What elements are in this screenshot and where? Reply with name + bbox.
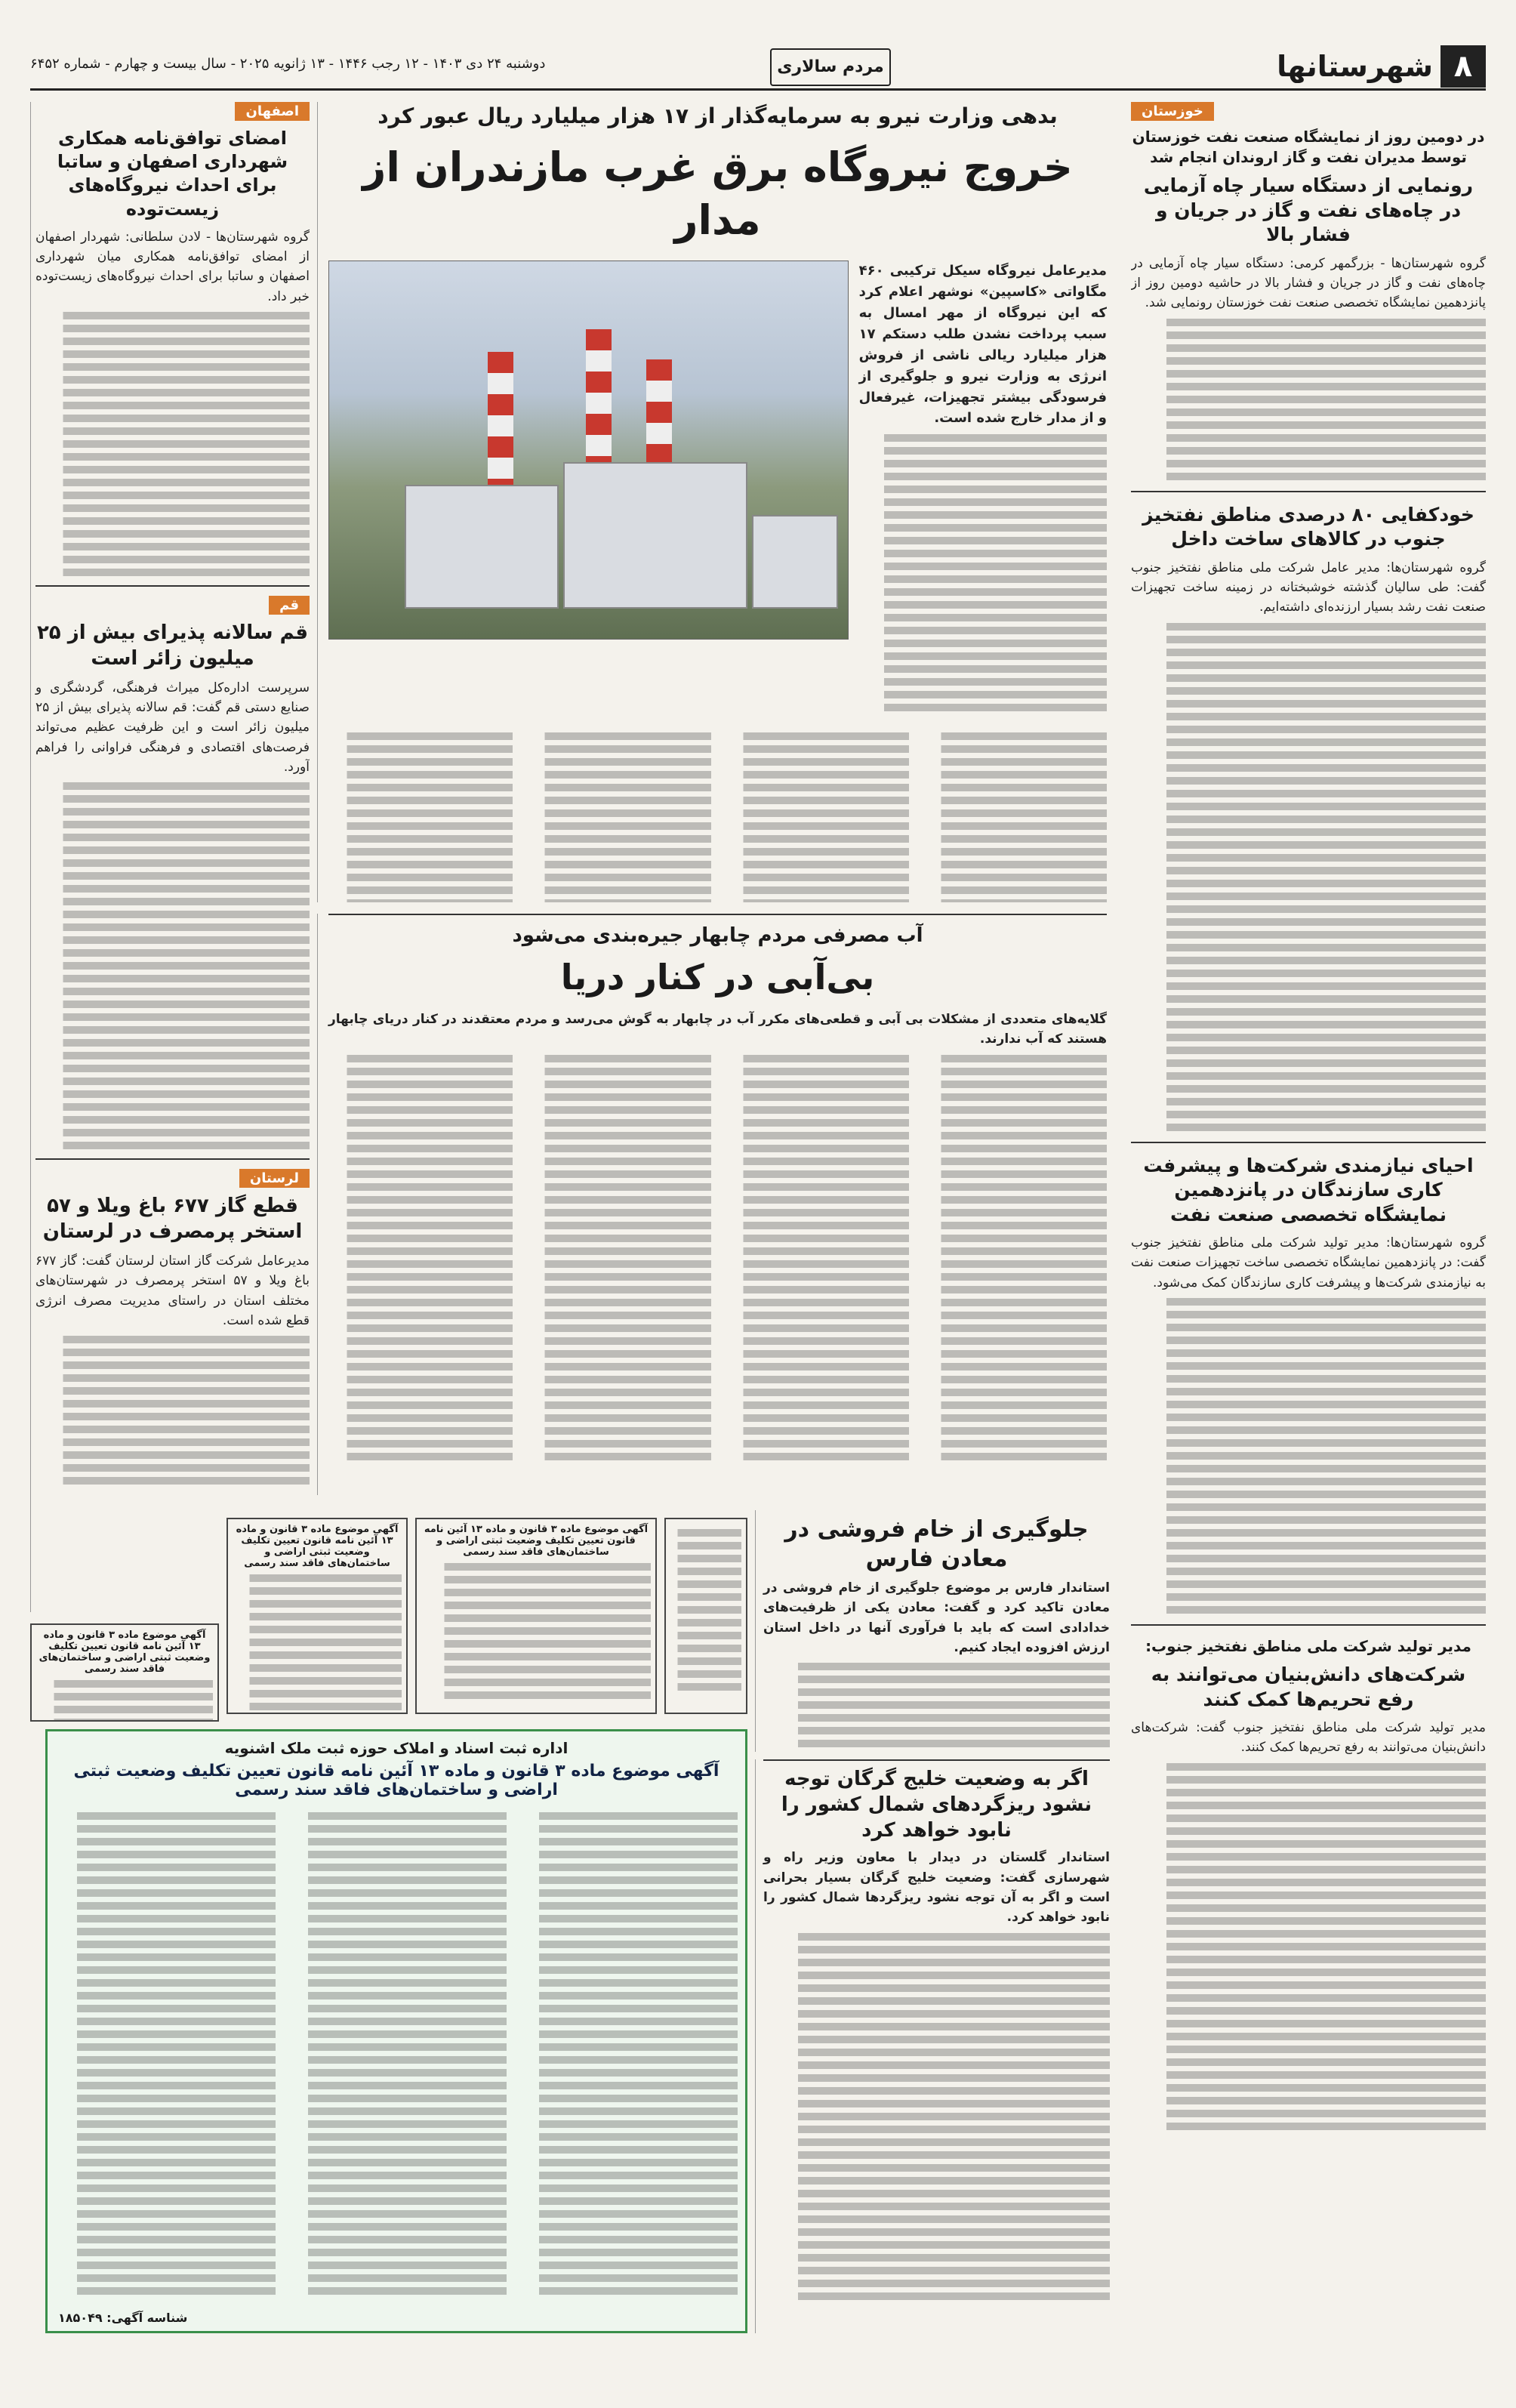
article-headline: اگر به وضعیت خلیج گرگان توجه نشود ریزگردهای شمال کشور را نابود خواهد کرد — [781, 1768, 1092, 1842]
legal-notice — [30, 1623, 219, 1722]
article-headline: قطع گاز ۶۷۷ باغ ویلا و ۵۷ استخر پرمصرف در لرستان — [42, 1195, 303, 1244]
dateline: دوشنبه ۲۴ دی ۱۴۰۳ - ۱۲ رجب ۱۴۴۶ - ۱۳ ژانویه ۲۰۲۵ - سال بیست و چهارم - شماره ۶۴۵۲ — [30, 56, 546, 72]
article-body — [35, 782, 310, 1149]
newspaper-logo: مردم سالاری — [770, 48, 891, 86]
region-tag: اصفهان — [235, 102, 310, 121]
lead-body — [859, 434, 1107, 711]
notice-title: آگهی موضوع ماده ۳ قانون و ماده ۱۳ آئین نامه قانون تعیین تکلیف وضعیت ثبتی اراضی و ساختمان‌های فاقد سند رسمی — [236, 1524, 399, 1569]
article-body — [1131, 623, 1486, 1131]
golestan-article — [755, 1759, 1117, 2333]
notice-id: شناسه آگهی: ۱۸۵۰۴۹ — [58, 2311, 188, 2325]
article-body — [35, 1336, 310, 1485]
article-headline: شرکت‌های دانش‌بنیان می‌توانند به رفع تحریم‌ها کمک کنند — [1151, 1663, 1466, 1710]
legal-notice — [415, 1518, 657, 1714]
notice-title: آگهی موضوع ماده ۳ قانون و ماده ۱۳ آئین نامه قانون تعیین تکلیف وضعیت ثبتی اراضی و ساختمان‌های فاقد سند رسمی — [73, 1762, 719, 1799]
masthead — [30, 45, 1486, 91]
article-headline: خودکفایی ۸۰ درصدی مناطق نفتخیز جنوب در کالاهای ساخت داخل — [1142, 503, 1474, 550]
legal-notice — [226, 1518, 408, 1714]
article-lead: استاندار گلستان در دیدار با معاون وزیر راه و شهرسازی گفت: وضعیت خلیج گرگان بسیار بحرانی است و اگر به آن توجه نشود ریزگردها شمال کشور را نابود خواهد کرد. — [763, 1850, 1110, 1925]
article-lead: گروه شهرستان‌ها: مدیر عامل شرکت ملی مناطق نفتخیز جنوب گفت: طی سالیان گذشته خوشبختانه در زمینه ساخت تجهیزات صنعت نفت رشد بسیار ارزنده‌ای داشته‌ایم. — [1131, 560, 1486, 615]
lead-article — [317, 102, 1117, 902]
article-lead: گروه شهرستان‌ها - بزرگمهر کرمی: دستگاه سیار چاه آزمایی در چاه‌های نفت و گاز در جریان و فشار بالا در حاشیه دومین روز از پانزدهمین نمایشگاه تخصصی صنعت نفت خوزستان رونمایی شد. — [1131, 255, 1486, 311]
article-body — [1131, 1298, 1486, 1614]
article-lead: مدیرعامل شرکت گاز استان لرستان گفت: گاز ۶۷۷ باغ ویلا و ۵۷ استخر پرمصرف در شهرستان‌های مختلف استان در راستای مدیریت مصرف انرژی قطع شده است. — [35, 1253, 310, 1329]
article-kicker: در دومین روز از نمایشگاه صنعت نفت خوزستان توسط مدیران نفت و گاز اروندان انجام شد — [1132, 128, 1485, 166]
lead-kicker: بدهی وزارت نیرو به سرمایه‌گذار از ۱۷ هزار میلیارد ریال عبور کرد — [377, 103, 1058, 128]
article-body — [35, 312, 310, 576]
article-headline: بی‌آبی در کنار دریا — [560, 957, 875, 998]
fars-article — [755, 1510, 1117, 1752]
region-tag: قم — [269, 596, 310, 615]
article-headline: احیای نیازمندی شرکت‌ها و پیشرفت کاری سازندگان در پانزدهمین نمایشگاه تخصصی صنعت نفت — [1143, 1154, 1474, 1226]
article-lead: گروه شهرستان‌ها: مدیر تولید شرکت ملی مناطق نفتخیز جنوب گفت: در پانزدهمین نمایشگاه تخصصی ساخت تجهیزات صنعت نفت به نیازمندی شرکت‌ها و پیشرفت کاری سازندگان کمک می‌شود. — [1131, 1235, 1486, 1290]
page-number: ۸ — [1441, 45, 1486, 88]
lead-intro: مدیرعامل نیروگاه سیکل ترکیبی ۴۶۰ مگاواتی «کاسپین» نوشهر اعلام کرد که این نیروگاه از مهر امسال به سبب پرداخت نشدن طلب دستکم ۱۷ هزار میلیارد ریالی ناشی از فروش انرژی به وزارت نیرو و جلوگیری از فرسودگی بیشتر تجهیزات، غیرفعال و از مدار خارج شده است. — [858, 263, 1107, 427]
article-lead: گلایه‌های متعددی از مشکلات بی آبی و قطعی‌های مکرر آب در چابهار به گوش می‌رسد و مردم معتقدند در کنار دریای چابهار هستند که آب ندارند. — [328, 1011, 1107, 1047]
power-plant-photo — [328, 261, 849, 640]
region-tag: لرستان — [239, 1169, 310, 1188]
left-column — [30, 102, 310, 1612]
article-lead: استاندار فارس بر موضوع جلوگیری از خام فروشی در معادن تاکید کرد و گفت: معادن یکی از ظرفیت‌های خدادادی است که باید با فرآوری آنها در داخل استان ارزش افزوده ایجاد کنیم. — [763, 1580, 1110, 1656]
legal-notice — [664, 1518, 747, 1714]
article-body — [1131, 1763, 1486, 2130]
article-lead: سرپرست اداره‌کل میراث فرهنگی، گردشگری و صنایع دستی قم گفت: قم سالانه پذیرای بیش از ۲۵ میلیون زائر است و این ظرفیت عظیم می‌تواند فرصت‌های اقتصادی و فرهنگی فراوانی را فراهم آورد. — [35, 680, 310, 775]
lead-headline: خروج نیروگاه برق غرب مازندران از مدار — [362, 143, 1073, 244]
article-body — [1131, 319, 1486, 480]
notice-title: آگهی موضوع ماده ۳ قانون و ماده ۱۳ آئین نامه قانون تعیین تکلیف وضعیت ثبتی اراضی و ساختمان‌های فاقد سند رسمی — [39, 1629, 211, 1675]
article-headline: جلوگیری از خام فروشی در معادن فارس — [784, 1516, 1089, 1572]
section-title: شهرستانها — [1277, 50, 1433, 83]
article-headline: قم سالانه پذیرای بیش از ۲۵ میلیون زائر است — [36, 621, 309, 670]
article-kicker: آب مصرفی مردم چابهار جیره‌بندی می‌شود — [512, 924, 923, 947]
region-tag: خوزستان — [1131, 102, 1214, 121]
right-column — [1131, 102, 1486, 2307]
article-headline: رونمایی از دستگاه سیار چاه آزمایی در چاه‌های نفت و گاز در جریان و فشار بالا — [1143, 174, 1474, 245]
chabahar-article — [317, 914, 1117, 1495]
notice-title: آگهی موضوع ماده ۳ قانون و ماده ۱۳ آئین نامه قانون تعیین تکلیف وضعیت ثبتی اراضی و ساختمان‌های فاقد سند رسمی — [424, 1524, 649, 1558]
registry-notice — [45, 1729, 747, 2333]
article-lead: گروه شهرستان‌ها - لادن سلطانی: شهردار اصفهان از امضای توافق‌نامه همکاری میان شهرداری اصفهان و ساتبا برای احداث نیروگاه‌های زیست‌توده خبر داد. — [35, 229, 310, 304]
article-lead: مدیر تولید شرکت ملی مناطق نفتخیز جنوب گفت: شرکت‌های دانش‌بنیان می‌توانند به رفع تحریم‌ها کمک کنند. — [1131, 1720, 1486, 1756]
notice-header: اداره ثبت اسناد و املاک حوزه ثبت ملک اشنویه — [224, 1739, 568, 1757]
article-kicker: مدیر تولید شرکت ملی مناطق نفتخیز جنوب: — [1145, 1637, 1471, 1656]
article-headline: امضای توافق‌نامه همکاری شهرداری اصفهان و ساتبا برای احداث نیروگاه‌های زیست‌توده — [57, 128, 288, 220]
